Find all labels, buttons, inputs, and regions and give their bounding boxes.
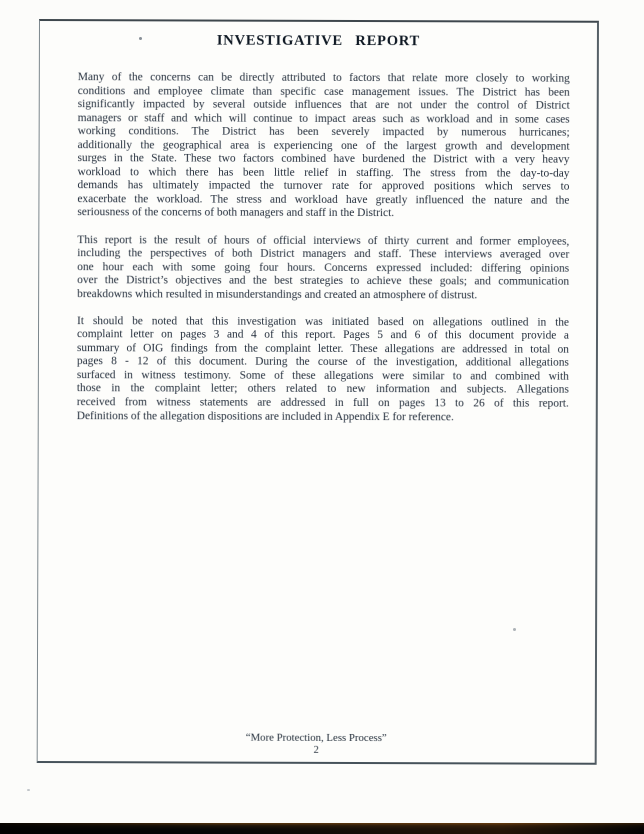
text-line: This report is the result of hours of official interviews of thirty current and former employees, (77, 233, 570, 248)
text-line: including the perspectives of both District managers and staff. These interviews averaged over (77, 247, 570, 261)
text-line: workload to which there has been little relief in staffing. The stress from the day-to-day (77, 165, 570, 180)
paragraph (77, 315, 569, 425)
text-line: summary of OIG findings from the complaint letter. These allegations are addressed in total on (76, 341, 569, 356)
text-line: conditions and employee climate than specific case management issues. The District has been (77, 84, 570, 99)
footer-quote: “More Protection, Less Process” (245, 731, 387, 744)
page-footer (38, 730, 595, 757)
page-number: 2 (313, 744, 319, 756)
text-line: one hour each with some going four hours. Concerns expressed included: differing opinions (77, 260, 570, 275)
report-body (77, 71, 570, 438)
text-line: breakdowns which resulted in misunderstandings and created an atmosphere of distrust. (77, 287, 478, 302)
paragraph (77, 234, 569, 303)
text-line: It should be noted that this investigation was initiated based on allegations outlined in the (77, 314, 570, 329)
text-line: complaint letter on pages 3 and 4 of this report. Pages 5 and 6 of this document provide a (76, 328, 570, 342)
text-line: additionally the geographical area is experiencing one of the largest growth and development (77, 138, 570, 153)
text-line: significantly impacted by several outside influences that are not under the control of District (77, 98, 570, 112)
text-line: exacerbate the workload. The stress and workload have greatly influenced the nature and the (77, 193, 570, 207)
paragraph (77, 71, 569, 222)
page-border-frame (37, 19, 599, 765)
page-title: INVESTIGATIVE REPORT (216, 32, 421, 50)
text-line: Many of the concerns can be directly attributed to factors that relate more closely to working (77, 71, 570, 85)
text-line: seriousness of the concerns of both managers and staff in the District. (77, 206, 395, 220)
text-line: surfaced in witness testimony. Some of these allegations were similar to and combined with (76, 369, 569, 383)
scan-speck (27, 789, 30, 791)
text-line: pages 8 - 12 of this document. During the course of the investigation, additional allegations (76, 355, 569, 370)
text-line: Definitions of the allegation dispositions are included in Appendix E for reference. (76, 409, 454, 423)
text-line: over the District’s objectives and the best strategies to achieve these goals; and communication (77, 274, 570, 288)
scan-edge-artifact (0, 823, 644, 834)
text-line: surges in the State. These two factors combined have burdened the District with a very heavy (77, 152, 570, 166)
text-line: those in the complaint letter; others related to new information and subjects. Allegations (76, 382, 569, 397)
scan-speck (513, 628, 516, 631)
scan-speck (139, 37, 142, 40)
text-line: demands has ultimately impacted the turnover rate for approved positions which serves to (77, 179, 570, 194)
text-line: managers or staff and which will continue to impact areas such as workload and in some cases (77, 111, 570, 126)
text-line: received from witness statements are addressed in full on pages 13 to 26 of this report. (76, 396, 569, 410)
text-line: working conditions. The District has been severely impacted by numerous hurricanes; (77, 125, 570, 139)
